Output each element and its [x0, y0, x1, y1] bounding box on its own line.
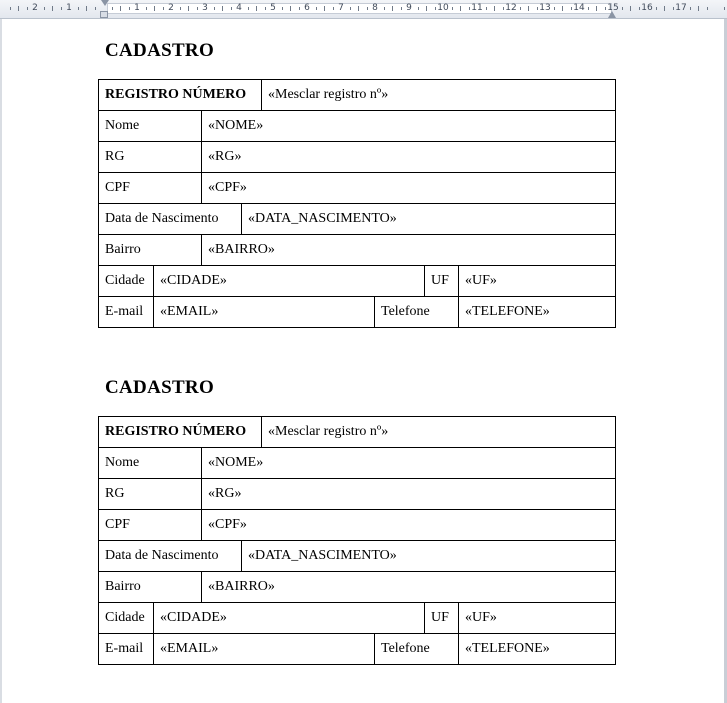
- table-row-registro: [99, 80, 616, 111]
- email-label: E-mail: [99, 297, 154, 328]
- ruler-tick: [622, 7, 623, 10]
- page-shadow-left: [0, 19, 2, 703]
- cidade-label: Cidade: [99, 266, 154, 297]
- ruler-tick: [724, 7, 725, 10]
- table-row-cidade: [99, 266, 616, 297]
- cidade-label: Cidade: [99, 603, 154, 634]
- ruler-tick: [282, 7, 283, 10]
- ruler-tick: [299, 7, 300, 10]
- ruler-tick: [571, 7, 572, 10]
- ruler-tick: [324, 6, 325, 11]
- ruler-tick: [231, 7, 232, 10]
- ruler-tick: [554, 7, 555, 10]
- ruler-tick: [418, 7, 419, 10]
- table-row-cpf: [99, 173, 616, 204]
- nascimento-label: Data de Nascimento: [99, 204, 242, 235]
- ruler-tick: [188, 6, 189, 11]
- ruler-tick: [333, 7, 334, 10]
- ruler-tick: [146, 7, 147, 10]
- registro-value[interactable]: «Mesclar registro nº»: [262, 417, 616, 448]
- ruler-tick: [630, 6, 631, 11]
- ruler-tick: [265, 7, 266, 10]
- ruler-number: 9: [406, 3, 412, 13]
- ruler-tick: [664, 6, 665, 11]
- right-indent-marker[interactable]: [608, 11, 616, 18]
- table-row-rg: [99, 479, 616, 510]
- ruler-number: 5: [270, 3, 276, 13]
- ruler-tick: [528, 6, 529, 11]
- ruler-tick: [690, 7, 691, 10]
- ruler-tick: [18, 6, 19, 11]
- ruler-number: 2: [32, 3, 38, 13]
- telefone-label: Telefone: [375, 634, 459, 665]
- uf-label: UF: [425, 603, 459, 634]
- email-value[interactable]: «EMAIL»: [154, 297, 375, 328]
- table-row-nascimento: [99, 541, 616, 572]
- telefone-value[interactable]: «TELEFONE»: [459, 297, 616, 328]
- ruler-tick: [44, 7, 45, 10]
- nome-label: Nome: [99, 448, 202, 479]
- uf-value[interactable]: «UF»: [459, 266, 616, 297]
- ruler-number: 10: [437, 3, 449, 13]
- ruler-number: 11: [471, 3, 483, 13]
- ruler-tick: [180, 7, 181, 10]
- cpf-value[interactable]: «CPF»: [202, 173, 616, 204]
- table-row-cidade: [99, 603, 616, 634]
- ruler-tick: [392, 6, 393, 11]
- horizontal-ruler[interactable]: [0, 0, 727, 19]
- form-1-table: [98, 79, 616, 328]
- table-row-email: [99, 634, 616, 665]
- ruler-tick: [426, 6, 427, 11]
- ruler-tick: [503, 7, 504, 10]
- cidade-value[interactable]: «CIDADE»: [154, 266, 425, 297]
- first-line-indent-marker[interactable]: [101, 0, 109, 6]
- registro-value[interactable]: «Mesclar registro nº»: [262, 80, 616, 111]
- ruler-tick: [10, 7, 11, 10]
- email-label: E-mail: [99, 634, 154, 665]
- ruler-tick: [452, 7, 453, 10]
- ruler-tick: [367, 7, 368, 10]
- table-row-nome: [99, 111, 616, 142]
- ruler-tick: [698, 6, 699, 11]
- table-row-rg: [99, 142, 616, 173]
- rg-value[interactable]: «RG»: [202, 142, 616, 173]
- ruler-tick: [197, 7, 198, 10]
- ruler-tick: [27, 7, 28, 10]
- nome-value[interactable]: «NOME»: [202, 111, 616, 142]
- ruler-tick: [656, 7, 657, 10]
- ruler-number: 8: [372, 3, 378, 13]
- ruler-tick: [222, 6, 223, 11]
- cpf-label: CPF: [99, 510, 202, 541]
- ruler-tick: [588, 7, 589, 10]
- ruler-tick: [256, 6, 257, 11]
- ruler-tick: [469, 7, 470, 10]
- rg-label: RG: [99, 479, 202, 510]
- ruler-tick: [290, 6, 291, 11]
- nome-value[interactable]: «NOME»: [202, 448, 616, 479]
- ruler-number: 7: [338, 3, 344, 13]
- ruler-tick: [605, 7, 606, 10]
- ruler-tick: [154, 6, 155, 11]
- cpf-label: CPF: [99, 173, 202, 204]
- ruler-number: 2: [168, 3, 174, 13]
- ruler-tick: [494, 6, 495, 11]
- ruler-number: 1: [66, 3, 72, 13]
- registro-label: REGISTRO NÚMERO: [99, 417, 262, 448]
- ruler-tick: [520, 7, 521, 10]
- ruler-tick: [358, 6, 359, 11]
- ruler-tick: [537, 7, 538, 10]
- form-2-title: CADASTRO: [105, 377, 215, 398]
- ruler-number: 14: [573, 3, 585, 13]
- ruler-tick: [52, 6, 53, 11]
- ruler-tick: [707, 7, 708, 10]
- ruler-tick: [639, 7, 640, 10]
- ruler-tick: [384, 7, 385, 10]
- ruler-tick: [673, 7, 674, 10]
- nascimento-value[interactable]: «DATA_NASCIMENTO»: [242, 541, 616, 572]
- ruler-number: 4: [236, 3, 242, 13]
- registro-label: REGISTRO NÚMERO: [99, 80, 262, 111]
- ruler-tick: [78, 7, 79, 10]
- ruler-number: 13: [539, 3, 551, 13]
- table-row-cpf: [99, 510, 616, 541]
- ruler-tick: [350, 7, 351, 10]
- bairro-value[interactable]: «BAIRRO»: [202, 235, 616, 266]
- ruler-tick: [401, 7, 402, 10]
- rg-label: RG: [99, 142, 202, 173]
- rg-value[interactable]: «RG»: [202, 479, 616, 510]
- bairro-label: Bairro: [99, 235, 202, 266]
- ruler-tick: [248, 7, 249, 10]
- table-row-registro: [99, 417, 616, 448]
- ruler-tick: [163, 7, 164, 10]
- cidade-value[interactable]: «CIDADE»: [154, 603, 425, 634]
- ruler-tick: [86, 6, 87, 11]
- ruler-tick: [486, 7, 487, 10]
- ruler-tick: [95, 7, 96, 10]
- ruler-number: 1: [134, 3, 140, 13]
- email-value[interactable]: «EMAIL»: [154, 634, 375, 665]
- ruler-tick: [120, 6, 121, 11]
- bairro-value[interactable]: «BAIRRO»: [202, 572, 616, 603]
- ruler-tick: [112, 7, 113, 10]
- telefone-value[interactable]: «TELEFONE»: [459, 634, 616, 665]
- ruler-tick: [316, 7, 317, 10]
- left-indent-marker[interactable]: [100, 11, 108, 18]
- ruler-number: 3: [202, 3, 208, 13]
- telefone-label: Telefone: [375, 297, 459, 328]
- ruler-tick: [435, 7, 436, 10]
- nascimento-label: Data de Nascimento: [99, 541, 242, 572]
- bairro-label: Bairro: [99, 572, 202, 603]
- nome-label: Nome: [99, 111, 202, 142]
- ruler-tick: [129, 7, 130, 10]
- cpf-value[interactable]: «CPF»: [202, 510, 616, 541]
- uf-value[interactable]: «UF»: [459, 603, 616, 634]
- ruler-tick: [596, 6, 597, 11]
- form-1-title: CADASTRO: [105, 40, 215, 61]
- ruler-number: 15: [607, 3, 619, 13]
- ruler-number: 6: [304, 3, 310, 13]
- table-row-email: [99, 297, 616, 328]
- ruler-number: 16: [641, 3, 653, 13]
- ruler-tick: [562, 6, 563, 11]
- table-row-bairro: [99, 235, 616, 266]
- ruler-tick: [460, 6, 461, 11]
- form-2-table: [98, 416, 616, 665]
- ruler-tick: [214, 7, 215, 10]
- uf-label: UF: [425, 266, 459, 297]
- table-row-nome: [99, 448, 616, 479]
- table-row-nascimento: [99, 204, 616, 235]
- nascimento-value[interactable]: «DATA_NASCIMENTO»: [242, 204, 616, 235]
- ruler-number: 17: [675, 3, 687, 13]
- table-row-bairro: [99, 572, 616, 603]
- ruler-tick: [61, 7, 62, 10]
- ruler-number: 12: [505, 3, 517, 13]
